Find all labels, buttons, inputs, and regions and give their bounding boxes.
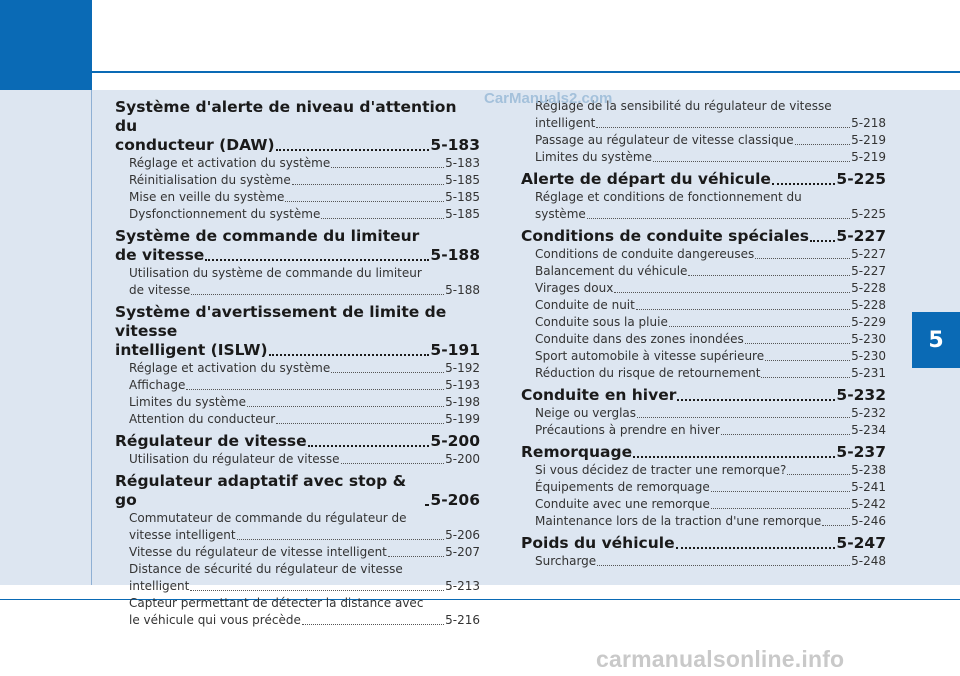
section-heading[interactable] xyxy=(115,432,480,451)
dot-leader xyxy=(308,445,430,447)
subsection-entry[interactable] xyxy=(115,172,480,189)
subsection-text: Attention du conducteur xyxy=(129,412,276,426)
subsection-text: Passage au régulateur de vitesse classique xyxy=(535,133,794,147)
subsection-page-number: 5-228 xyxy=(851,281,886,295)
section-heading-text: Régulateur adaptatif avec stop & go xyxy=(115,472,407,509)
subsection-entry[interactable] xyxy=(115,189,480,206)
subsection-page-number: 5-218 xyxy=(851,116,886,130)
subsection-entry[interactable] xyxy=(521,496,886,513)
subsection-page-number: 5-207 xyxy=(445,545,480,559)
subsection-text: Précautions à prendre en hiver xyxy=(535,423,720,437)
section-heading-text: de vitesse xyxy=(115,246,205,264)
dot-leader xyxy=(810,240,835,242)
subsection-text: de vitesse xyxy=(129,283,191,297)
subsection-page-number: 5-206 xyxy=(445,528,480,542)
corner-block xyxy=(0,0,92,90)
subsection-entry[interactable] xyxy=(115,282,480,299)
subsection-text: Maintenance lors de la traction d'une remorque xyxy=(535,514,822,528)
dot-leader xyxy=(205,259,429,261)
watermark: CarManuals2.com xyxy=(484,90,613,107)
dot-leader xyxy=(331,372,444,373)
chapter-number: 5 xyxy=(928,327,944,353)
section-heading-line[interactable]: Système d'avertissement de limite de vitesse xyxy=(115,303,447,340)
section-heading-line[interactable]: Système d'alerte de niveau d'attention du xyxy=(115,98,457,135)
subsection-entry[interactable] xyxy=(521,513,886,530)
subsection-text: Virages doux xyxy=(535,281,614,295)
subsection-page-number: 5-230 xyxy=(851,332,886,346)
subsection-text: intelligent xyxy=(129,579,190,593)
section-page-number: 5-183 xyxy=(430,136,480,154)
subsection-text: Conduite sous la pluie xyxy=(535,315,668,329)
subsection-entry[interactable] xyxy=(115,578,480,595)
subsection-text: Conduite dans des zones inondées xyxy=(535,332,744,346)
section-heading-text: conducteur (DAW) xyxy=(115,136,275,154)
dot-leader xyxy=(676,547,836,549)
dot-leader xyxy=(795,144,850,145)
dot-leader xyxy=(186,389,444,390)
subsection-text: le véhicule qui vous précède xyxy=(129,613,301,627)
subsection-line[interactable]: Utilisation du système de commande du limiteur xyxy=(129,266,422,280)
subsection-entry[interactable] xyxy=(521,263,886,280)
subsection-page-number: 5-198 xyxy=(445,395,480,409)
subsection-entry[interactable] xyxy=(115,527,480,544)
subsection-text: Dysfonctionnement du système xyxy=(129,207,321,221)
subsection-page-number: 5-241 xyxy=(851,480,886,494)
subsection-page-number: 5-229 xyxy=(851,315,886,329)
subsection-line[interactable]: Réglage de la sensibilité du régulateur de vitesse xyxy=(535,99,832,113)
dot-leader xyxy=(597,565,850,566)
subsection-text: Affichage xyxy=(129,378,186,392)
subsection-entry[interactable] xyxy=(115,451,480,468)
section-heading[interactable] xyxy=(521,170,886,189)
dot-leader xyxy=(765,360,850,361)
section-page-number: 5-232 xyxy=(836,386,886,404)
subsection-entry[interactable] xyxy=(521,405,886,422)
subsection-text: Conduite avec une remorque xyxy=(535,497,710,511)
subsection-entry[interactable] xyxy=(115,155,480,172)
top-rule xyxy=(92,71,960,73)
subsection-entry[interactable] xyxy=(521,331,886,348)
chapter-tab[interactable] xyxy=(912,312,960,368)
section-page-number: 5-191 xyxy=(430,341,480,359)
dot-leader xyxy=(761,377,850,378)
subsection-text: Réglage et activation du système xyxy=(129,361,331,375)
subsection-page-number: 5-228 xyxy=(851,298,886,312)
dot-leader xyxy=(247,406,444,407)
section-page-number: 5-227 xyxy=(836,227,886,245)
section-heading-text: Régulateur de vitesse xyxy=(115,432,307,450)
dot-leader xyxy=(276,423,444,424)
section-heading[interactable] xyxy=(521,443,886,462)
dot-leader xyxy=(269,354,430,356)
subsection-entry[interactable] xyxy=(521,149,886,166)
section-page-number: 5-206 xyxy=(430,491,480,509)
subsection-page-number: 5-248 xyxy=(851,554,886,568)
subsection-entry[interactable] xyxy=(521,479,886,496)
subsection-page-number: 5-216 xyxy=(445,613,480,627)
subsection-text: Limites du système xyxy=(535,150,652,164)
dot-leader xyxy=(669,326,850,327)
margin-rule xyxy=(91,90,92,600)
section-page-number: 5-225 xyxy=(836,170,886,188)
subsection-text: Surcharge xyxy=(535,554,597,568)
subsection-entry[interactable] xyxy=(521,553,886,570)
subsection-entry[interactable] xyxy=(521,365,886,382)
section-page-number: 5-188 xyxy=(430,246,480,264)
section-heading-line[interactable]: Système de commande du limiteur xyxy=(115,227,420,245)
dot-leader xyxy=(302,624,444,625)
dot-leader xyxy=(331,167,444,168)
dot-leader xyxy=(292,184,444,185)
subsection-text: système xyxy=(535,207,586,221)
section-heading[interactable] xyxy=(521,534,886,553)
subsection-page-number: 5-200 xyxy=(445,452,480,466)
subsection-entry[interactable] xyxy=(115,377,480,394)
subsection-text: Réinitialisation du système xyxy=(129,173,291,187)
section-heading-text: Conditions de conduite spéciales xyxy=(521,227,809,245)
section-heading[interactable] xyxy=(115,472,480,510)
dot-leader xyxy=(237,539,445,540)
subsection-entry[interactable] xyxy=(115,544,480,561)
dot-leader xyxy=(772,183,835,185)
subsection-page-number: 5-185 xyxy=(445,207,480,221)
toc-left-column xyxy=(115,98,480,629)
subsection-text: Réduction du risque de retournement xyxy=(535,366,761,380)
section-heading-text: Poids du véhicule xyxy=(521,534,675,552)
dot-leader xyxy=(721,434,850,435)
subsection-page-number: 5-192 xyxy=(445,361,480,375)
subsection-page-number: 5-231 xyxy=(851,366,886,380)
subsection-line[interactable]: Capteur permettant de détecter la distance avec xyxy=(129,596,424,610)
subsection-text: Limites du système xyxy=(129,395,246,409)
subsection-page-number: 5-213 xyxy=(445,579,480,593)
subsection-line[interactable]: Réglage et conditions de fonctionnement du xyxy=(535,190,802,204)
section-heading-text: Conduite en hiver xyxy=(521,386,677,404)
dot-leader xyxy=(596,127,850,128)
subsection-line[interactable]: Distance de sécurité du régulateur de vitesse xyxy=(129,562,403,576)
subsection-text: Vitesse du régulateur de vitesse intelligent xyxy=(129,545,387,559)
subsection-entry[interactable] xyxy=(115,360,480,377)
subsection-page-number: 5-232 xyxy=(851,406,886,420)
section-heading[interactable] xyxy=(521,386,886,405)
dot-leader xyxy=(425,504,429,506)
footer-watermark: carmanualsonline.info xyxy=(596,646,845,672)
dot-leader xyxy=(711,491,850,492)
section-heading-text: Remorquage xyxy=(521,443,633,461)
dot-leader xyxy=(191,294,444,295)
dot-leader xyxy=(711,508,850,509)
dot-leader xyxy=(276,149,430,151)
subsection-entry[interactable] xyxy=(521,115,886,132)
subsection-page-number: 5-183 xyxy=(445,156,480,170)
subsection-entry[interactable] xyxy=(521,206,886,223)
subsection-page-number: 5-246 xyxy=(851,514,886,528)
dot-leader xyxy=(688,275,850,276)
subsection-text: intelligent xyxy=(535,116,596,130)
subsection-page-number: 5-225 xyxy=(851,207,886,221)
subsection-entry[interactable] xyxy=(521,297,886,314)
subsection-text: Équipements de remorquage xyxy=(535,480,710,494)
subsection-entry[interactable] xyxy=(115,206,480,223)
subsection-text: Si vous décidez de tracter une remorque? xyxy=(535,463,787,477)
dot-leader xyxy=(633,456,835,458)
subsection-page-number: 5-199 xyxy=(445,412,480,426)
subsection-page-number: 5-219 xyxy=(851,133,886,147)
subsection-page-number: 5-219 xyxy=(851,150,886,164)
section-page-number: 5-247 xyxy=(836,534,886,552)
dot-leader xyxy=(321,218,444,219)
subsection-page-number: 5-193 xyxy=(445,378,480,392)
subsection-entry[interactable] xyxy=(115,394,480,411)
subsection-text: Sport automobile à vitesse supérieure xyxy=(535,349,765,363)
dot-leader xyxy=(745,343,850,344)
subsection-text: Neige ou verglas xyxy=(535,406,637,420)
subsection-text: Conduite de nuit xyxy=(535,298,635,312)
section-heading[interactable] xyxy=(115,246,480,265)
subsection-page-number: 5-188 xyxy=(445,283,480,297)
subsection-page-number: 5-227 xyxy=(851,247,886,261)
dot-leader xyxy=(190,590,444,591)
section-heading-text: intelligent (ISLW) xyxy=(115,341,268,359)
subsection-text: Balancement du véhicule xyxy=(535,264,688,278)
subsection-text: vitesse intelligent xyxy=(129,528,236,542)
section-heading[interactable] xyxy=(521,227,886,246)
subsection-entry[interactable] xyxy=(521,132,886,149)
subsection-entry[interactable] xyxy=(521,246,886,263)
dot-leader xyxy=(587,218,850,219)
subsection-text: Conditions de conduite dangereuses xyxy=(535,247,755,261)
subsection-entry[interactable] xyxy=(521,462,886,479)
subsection-page-number: 5-230 xyxy=(851,349,886,363)
dot-leader xyxy=(341,463,445,464)
section-page-number: 5-237 xyxy=(836,443,886,461)
toc-right-column xyxy=(521,98,886,570)
dot-leader xyxy=(285,201,444,202)
dot-leader xyxy=(755,258,850,259)
subsection-entry[interactable] xyxy=(521,280,886,297)
section-heading[interactable] xyxy=(115,136,480,155)
dot-leader xyxy=(388,556,444,557)
section-heading-text: Alerte de départ du véhicule xyxy=(521,170,771,188)
subsection-page-number: 5-234 xyxy=(851,423,886,437)
subsection-page-number: 5-242 xyxy=(851,497,886,511)
subsection-text: Mise en veille du système xyxy=(129,190,285,204)
subsection-entry[interactable] xyxy=(521,314,886,331)
section-page-number: 5-200 xyxy=(430,432,480,450)
section-heading[interactable] xyxy=(115,341,480,360)
subsection-entry[interactable] xyxy=(115,612,480,629)
subsection-text: Utilisation du régulateur de vitesse xyxy=(129,452,340,466)
dot-leader xyxy=(822,525,850,526)
dot-leader xyxy=(614,292,850,293)
subsection-text: Réglage et activation du système xyxy=(129,156,331,170)
dot-leader xyxy=(636,309,850,310)
subsection-entry[interactable] xyxy=(115,411,480,428)
subsection-line[interactable]: Commutateur de commande du régulateur de xyxy=(129,511,407,525)
subsection-page-number: 5-185 xyxy=(445,190,480,204)
subsection-entry[interactable] xyxy=(521,422,886,439)
subsection-page-number: 5-238 xyxy=(851,463,886,477)
dot-leader xyxy=(653,161,850,162)
subsection-entry[interactable] xyxy=(521,348,886,365)
dot-leader xyxy=(787,474,850,475)
subsection-page-number: 5-185 xyxy=(445,173,480,187)
dot-leader xyxy=(677,399,835,401)
subsection-page-number: 5-227 xyxy=(851,264,886,278)
dot-leader xyxy=(637,417,850,418)
